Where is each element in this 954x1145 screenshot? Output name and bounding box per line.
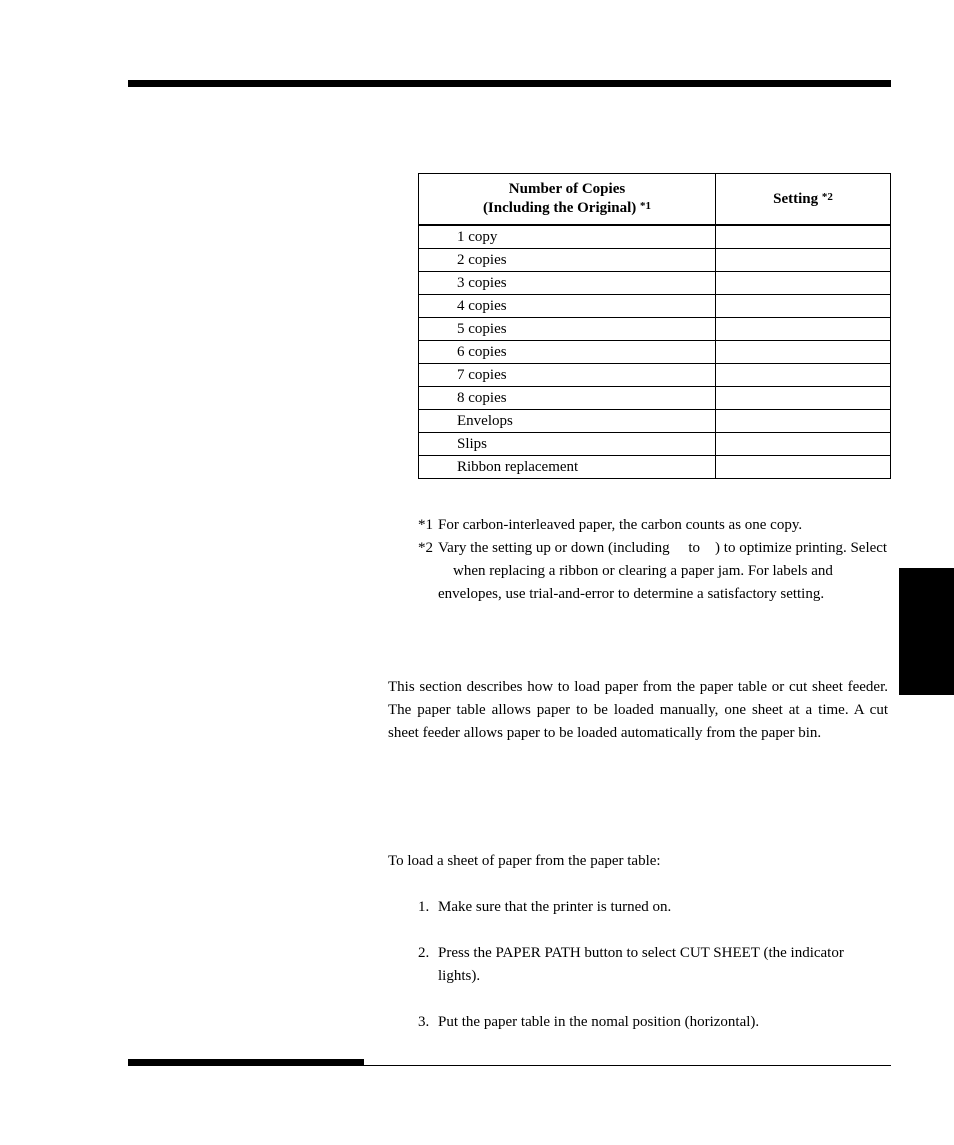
row-setting	[716, 410, 891, 433]
footnote-2-text: Vary the setting up or down (including to ) to optimize printing. Select when replacing a ribbon or clearing a paper jam. For labels and envelopes, use trial-and-error to determine a satisfactory setting.	[438, 540, 888, 602]
row-setting	[716, 364, 891, 387]
table-row	[419, 295, 891, 318]
chapter-tab	[899, 568, 954, 695]
table-row	[419, 364, 891, 387]
footnote-2-mark: *2	[418, 540, 433, 556]
footnote-1-mark: *1	[418, 517, 433, 533]
table-row	[419, 410, 891, 433]
table-footnotes	[418, 514, 888, 606]
table-row	[419, 387, 891, 410]
row-label: Envelops	[419, 410, 716, 433]
footnote-1	[418, 514, 888, 537]
step-1-text: Make sure that the printer is turned on.	[438, 899, 672, 915]
row-setting	[716, 225, 891, 249]
table-row	[419, 272, 891, 295]
step-1	[418, 896, 888, 919]
header-copies-line2: (Including the Original)	[482, 200, 641, 216]
row-label: 7 copies	[419, 364, 716, 387]
header-copies-line1: Number of Copies	[508, 181, 626, 197]
step-2	[418, 942, 888, 988]
row-setting	[716, 249, 891, 272]
table-row	[419, 341, 891, 364]
table-header-row	[419, 174, 891, 226]
row-label: 6 copies	[419, 341, 716, 364]
step-3	[418, 1011, 888, 1034]
row-setting	[716, 456, 891, 479]
footnote-ref-1: *1	[640, 200, 652, 212]
load-instructions-intro: To load a sheet of paper from the paper table:	[388, 853, 661, 869]
step-3-text: Put the paper table in the nomal position (horizontal).	[438, 1014, 760, 1030]
header-setting-label: Setting	[773, 190, 822, 207]
row-label: Slips	[419, 433, 716, 456]
step-2-text: Press the PAPER PATH button to select CUT SHEET (the indicator lights).	[438, 945, 844, 984]
row-label: 8 copies	[419, 387, 716, 410]
row-label: Ribbon replacement	[419, 456, 716, 479]
row-label: 5 copies	[419, 318, 716, 341]
header-rule	[128, 80, 891, 87]
row-setting	[716, 272, 891, 295]
footer-rule-thin	[364, 1065, 891, 1066]
step-2-number: 2.	[418, 945, 430, 961]
row-setting	[716, 295, 891, 318]
header-copies	[419, 174, 716, 226]
table-row	[419, 433, 891, 456]
header-setting	[716, 174, 891, 226]
table-row	[419, 456, 891, 479]
table-row	[419, 249, 891, 272]
footnote-ref-2: *2	[821, 190, 833, 203]
copies-setting-table	[418, 173, 891, 479]
row-setting	[716, 318, 891, 341]
row-setting	[716, 433, 891, 456]
intro-paragraph: This section describes how to load paper from the paper table or cut sheet feeder. The paper table allows paper to be loaded manually, one sheet at a time. A cut sheet feeder allows paper to be loaded automatically from the paper bin.	[388, 679, 888, 741]
row-label: 4 copies	[419, 295, 716, 318]
step-1-number: 1.	[418, 899, 430, 915]
row-label: 3 copies	[419, 272, 716, 295]
row-setting	[716, 387, 891, 410]
footnote-2	[418, 537, 888, 606]
footnote-1-text: For carbon-interleaved paper, the carbon counts as one copy.	[438, 517, 803, 533]
row-label: 1 copy	[419, 225, 716, 249]
row-label: 2 copies	[419, 249, 716, 272]
footer-rule-thick	[128, 1059, 364, 1066]
table-row	[419, 225, 891, 249]
row-setting	[716, 341, 891, 364]
table-row	[419, 318, 891, 341]
step-3-number: 3.	[418, 1014, 430, 1030]
